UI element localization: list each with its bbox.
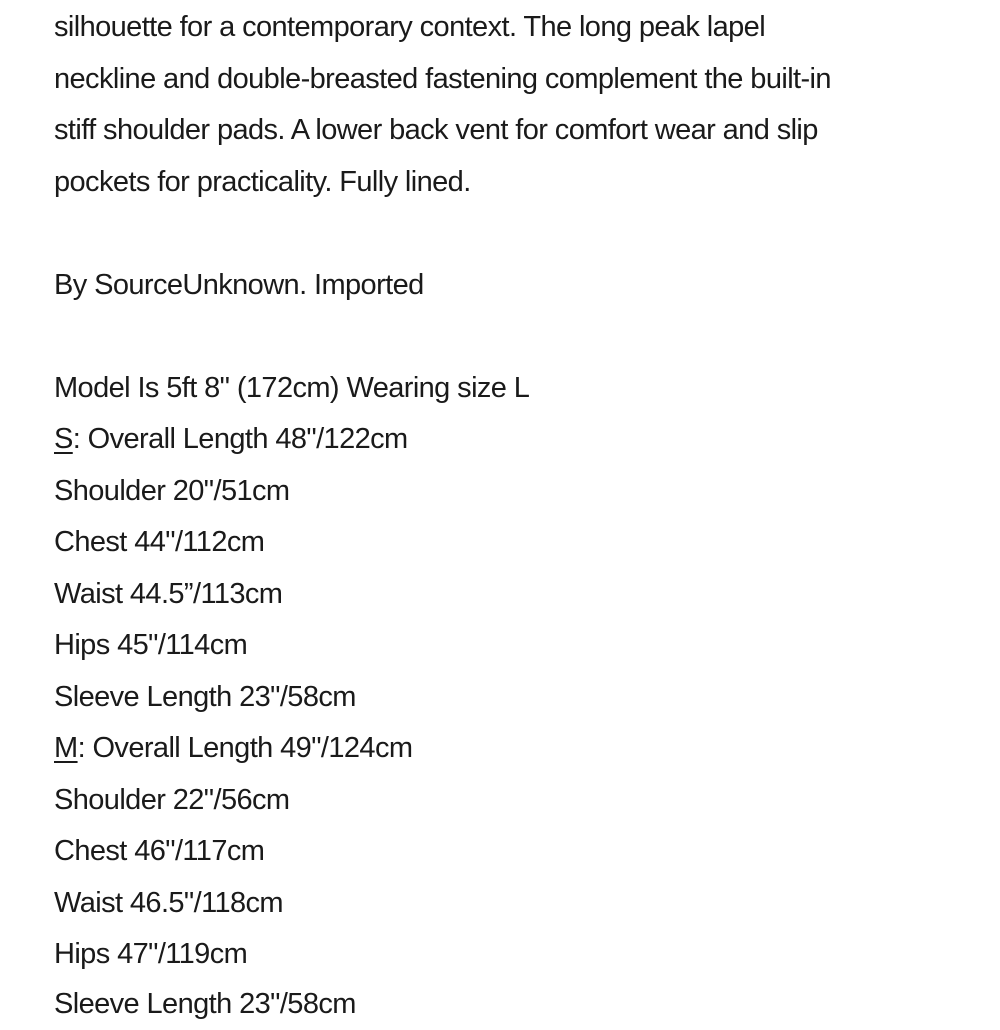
size-m-sleeve-length: Sleeve Length 23"/58cm — [54, 979, 356, 1030]
size-s-chest: Chest 44"/112cm — [54, 517, 954, 569]
size-m-hips: Hips 47"/119cm — [54, 929, 954, 981]
size-m-key: M — [54, 732, 78, 764]
size-s-overall-length — [54, 414, 954, 466]
product-description — [54, 0, 954, 993]
size-s-hips: Hips 45"/114cm — [54, 620, 954, 672]
size-m-shoulder: Shoulder 22"/56cm — [54, 775, 954, 827]
size-m-overall-length — [54, 723, 954, 775]
size-s-sleeve-length: Sleeve Length 23"/58cm — [54, 672, 954, 724]
size-s-key: S — [54, 423, 73, 455]
description-line: pockets for practicality. Fully lined. — [54, 157, 954, 209]
description-line: stiff shoulder pads. A lower back vent for comfort wear and slip — [54, 105, 954, 157]
paragraph-spacer — [54, 311, 954, 363]
size-s-waist: Waist 44.5”/113cm — [54, 569, 954, 621]
size-m-overall-length-text: : Overall Length 49"/124cm — [78, 732, 413, 764]
size-s-overall-length-text: : Overall Length 48"/122cm — [73, 423, 408, 455]
description-line: silhouette for a contemporary context. The long peak lapel — [54, 2, 954, 54]
size-guide — [54, 363, 954, 993]
brand-line: By SourceUnknown. Imported — [54, 260, 954, 312]
description-paragraph — [54, 2, 954, 208]
size-m-sleeve-length-cropped — [54, 981, 954, 993]
size-m-chest: Chest 46"/117cm — [54, 826, 954, 878]
size-m-waist: Waist 46.5"/118cm — [54, 878, 954, 930]
model-info: Model Is 5ft 8" (172cm) Wearing size L — [54, 363, 954, 415]
size-s-shoulder: Shoulder 20"/51cm — [54, 466, 954, 518]
description-line: neckline and double-breasted fastening complement the built-in — [54, 54, 954, 106]
paragraph-spacer — [54, 208, 954, 260]
